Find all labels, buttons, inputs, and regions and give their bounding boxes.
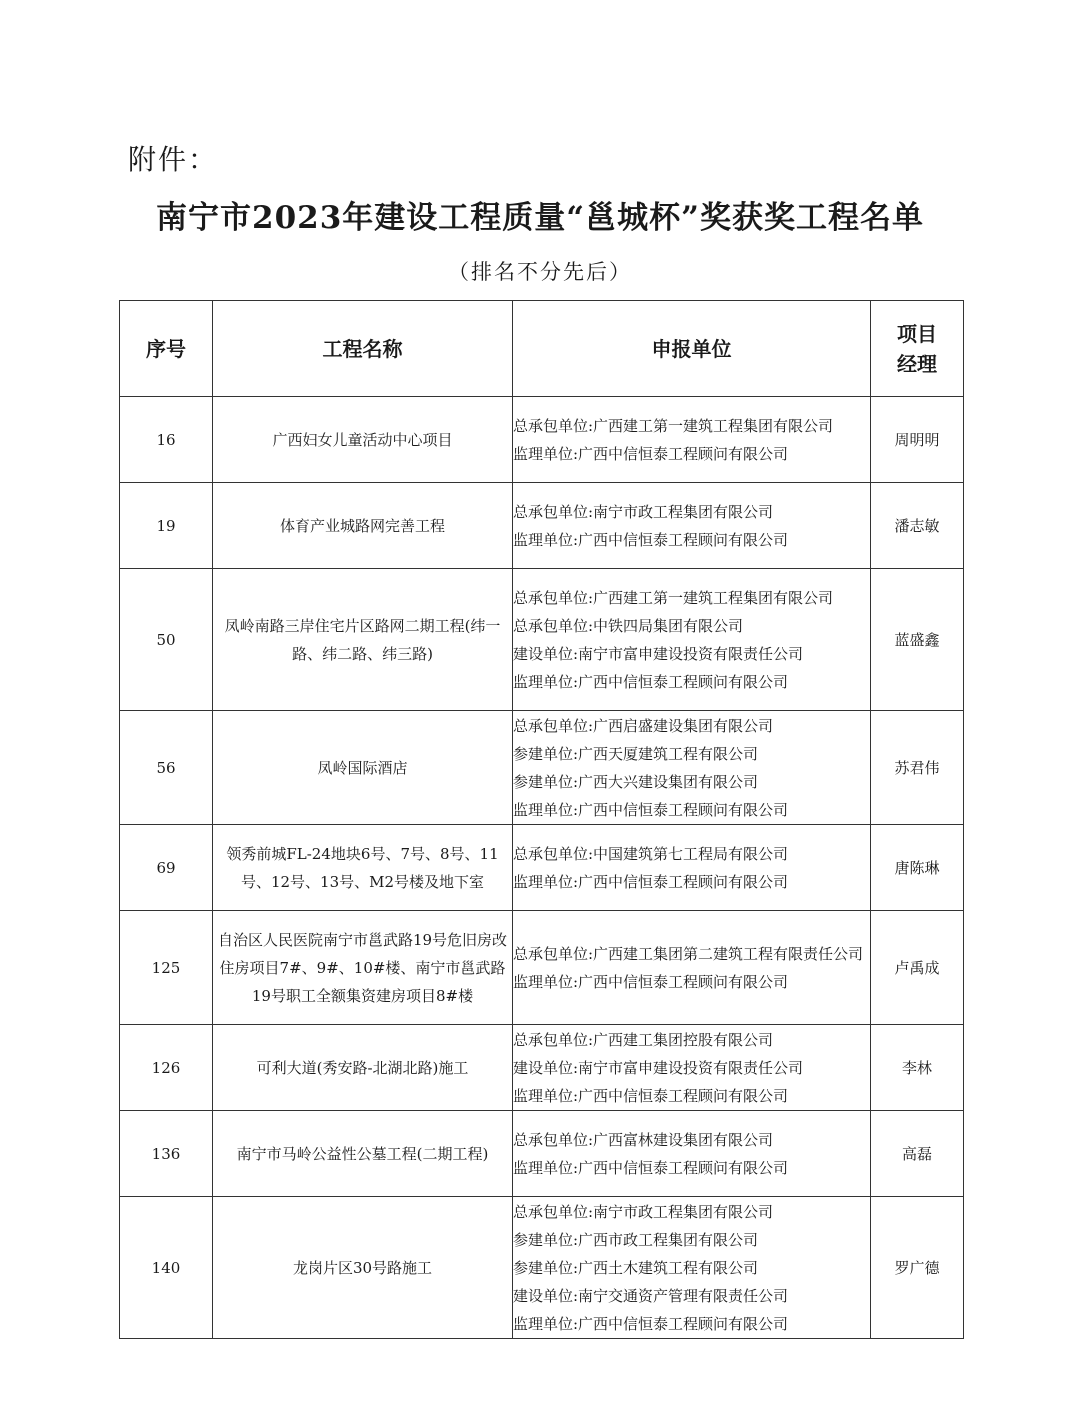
applicant-unit-line: 监理单位:广西中信恒泰工程顾问有限公司 (513, 1086, 789, 1105)
table-body (120, 397, 964, 1339)
project-name: 领秀前城FL-24地块6号、7号、8号、11号、12号、13号、M2号楼及地下室 (213, 825, 513, 911)
project-manager: 李林 (871, 1025, 964, 1111)
applicant-unit-line: 总承包单位:广西建工第一建筑工程集团有限公司 (513, 416, 834, 435)
project-name: 龙岗片区30号路施工 (213, 1197, 513, 1339)
applicant-unit-line: 参建单位:广西土木建筑工程有限公司 (513, 1258, 759, 1277)
applicant-units (513, 711, 871, 825)
row-number: 50 (120, 569, 213, 711)
applicant-units (513, 911, 871, 1025)
row-number: 125 (120, 911, 213, 1025)
applicant-unit-line: 总承包单位:广西建工集团控股有限公司 (513, 1030, 774, 1049)
applicant-unit-line: 总承包单位:南宁市政工程集团有限公司 (513, 1202, 774, 1221)
project-manager: 苏君伟 (871, 711, 964, 825)
applicant-unit-line: 总承包单位:广西启盛建设集团有限公司 (513, 716, 774, 735)
project-manager: 卢禹成 (871, 911, 964, 1025)
project-name: 体育产业城路网完善工程 (213, 483, 513, 569)
applicant-unit-line: 参建单位:广西天厦建筑工程有限公司 (513, 744, 759, 763)
table-header-row (120, 301, 964, 397)
project-name: 广西妇女儿童活动中心项目 (213, 397, 513, 483)
project-name: 可利大道(秀安路-北湖北路)施工 (213, 1025, 513, 1111)
document-subtitle: （排名不分先后） (448, 260, 632, 284)
header-project-name: 工程名称 (213, 301, 513, 397)
table-row (120, 483, 964, 569)
project-name: 南宁市马岭公益性公墓工程(二期工程) (213, 1111, 513, 1197)
row-number: 16 (120, 397, 213, 483)
applicant-unit-line: 建设单位:南宁交通资产管理有限责任公司 (513, 1286, 789, 1305)
applicant-unit-line: 监理单位:广西中信恒泰工程顾问有限公司 (513, 872, 789, 891)
header-applicant-unit: 申报单位 (513, 301, 871, 397)
applicant-unit-line: 监理单位:广西中信恒泰工程顾问有限公司 (513, 800, 789, 819)
header-manager-line1: 项目 (897, 321, 937, 346)
table-row (120, 911, 964, 1025)
applicant-units (513, 483, 871, 569)
project-manager: 唐陈琳 (871, 825, 964, 911)
award-table (119, 300, 964, 1339)
applicant-unit-line: 总承包单位:中铁四局集团有限公司 (513, 616, 744, 635)
applicant-unit-line: 建设单位:南宁市富申建设投资有限责任公司 (513, 1058, 804, 1077)
table-row (120, 1025, 964, 1111)
table-row (120, 569, 964, 711)
applicant-unit-line: 参建单位:广西大兴建设集团有限公司 (513, 772, 759, 791)
project-manager: 潘志敏 (871, 483, 964, 569)
applicant-unit-line: 监理单位:广西中信恒泰工程顾问有限公司 (513, 672, 789, 691)
document-title: 南宁市2023年建设工程质量“邕城杯”奖获奖工程名单 (156, 200, 924, 236)
applicant-unit-line: 参建单位:广西市政工程集团有限公司 (513, 1230, 759, 1249)
row-number: 69 (120, 825, 213, 911)
table-row (120, 1111, 964, 1197)
row-number: 19 (120, 483, 213, 569)
applicant-unit-line: 监理单位:广西中信恒泰工程顾问有限公司 (513, 1314, 789, 1333)
project-name: 自治区人民医院南宁市邕武路19号危旧房改住房项目7#、9#、10#楼、南宁市邕武路19号职工全额集资建房项目8#楼 (213, 911, 513, 1025)
applicant-unit-line: 总承包单位:广西富林建设集团有限公司 (513, 1130, 774, 1149)
applicant-units (513, 569, 871, 711)
table-row (120, 397, 964, 483)
applicant-unit-line: 监理单位:广西中信恒泰工程顾问有限公司 (513, 1158, 789, 1177)
applicant-unit-line: 总承包单位:广西建工第一建筑工程集团有限公司 (513, 588, 834, 607)
row-number: 140 (120, 1197, 213, 1339)
applicant-units (513, 397, 871, 483)
header-project-manager (871, 301, 964, 397)
applicant-units (513, 825, 871, 911)
attachment-label: 附件： (128, 143, 219, 176)
applicant-units (513, 1025, 871, 1111)
applicant-unit-line: 总承包单位:广西建工集团第二建筑工程有限责任公司 (513, 944, 864, 963)
table-row (120, 1197, 964, 1339)
table-row (120, 825, 964, 911)
row-number: 126 (120, 1025, 213, 1111)
row-number: 56 (120, 711, 213, 825)
applicant-unit-line: 监理单位:广西中信恒泰工程顾问有限公司 (513, 444, 789, 463)
project-manager: 罗广德 (871, 1197, 964, 1339)
applicant-unit-line: 监理单位:广西中信恒泰工程顾问有限公司 (513, 972, 789, 991)
applicant-unit-line: 监理单位:广西中信恒泰工程顾问有限公司 (513, 530, 789, 549)
applicant-units (513, 1111, 871, 1197)
applicant-units (513, 1197, 871, 1339)
header-manager-line2: 经理 (897, 351, 937, 376)
project-manager: 蓝盛鑫 (871, 569, 964, 711)
applicant-unit-line: 建设单位:南宁市富申建设投资有限责任公司 (513, 644, 804, 663)
project-name: 凤岭国际酒店 (213, 711, 513, 825)
project-name: 凤岭南路三岸住宅片区路网二期工程(纬一路、纬二路、纬三路) (213, 569, 513, 711)
applicant-unit-line: 总承包单位:南宁市政工程集团有限公司 (513, 502, 774, 521)
table-row (120, 711, 964, 825)
project-manager: 周明明 (871, 397, 964, 483)
project-manager: 高磊 (871, 1111, 964, 1197)
applicant-unit-line: 总承包单位:中国建筑第七工程局有限公司 (513, 844, 789, 863)
header-no: 序号 (120, 301, 213, 397)
row-number: 136 (120, 1111, 213, 1197)
